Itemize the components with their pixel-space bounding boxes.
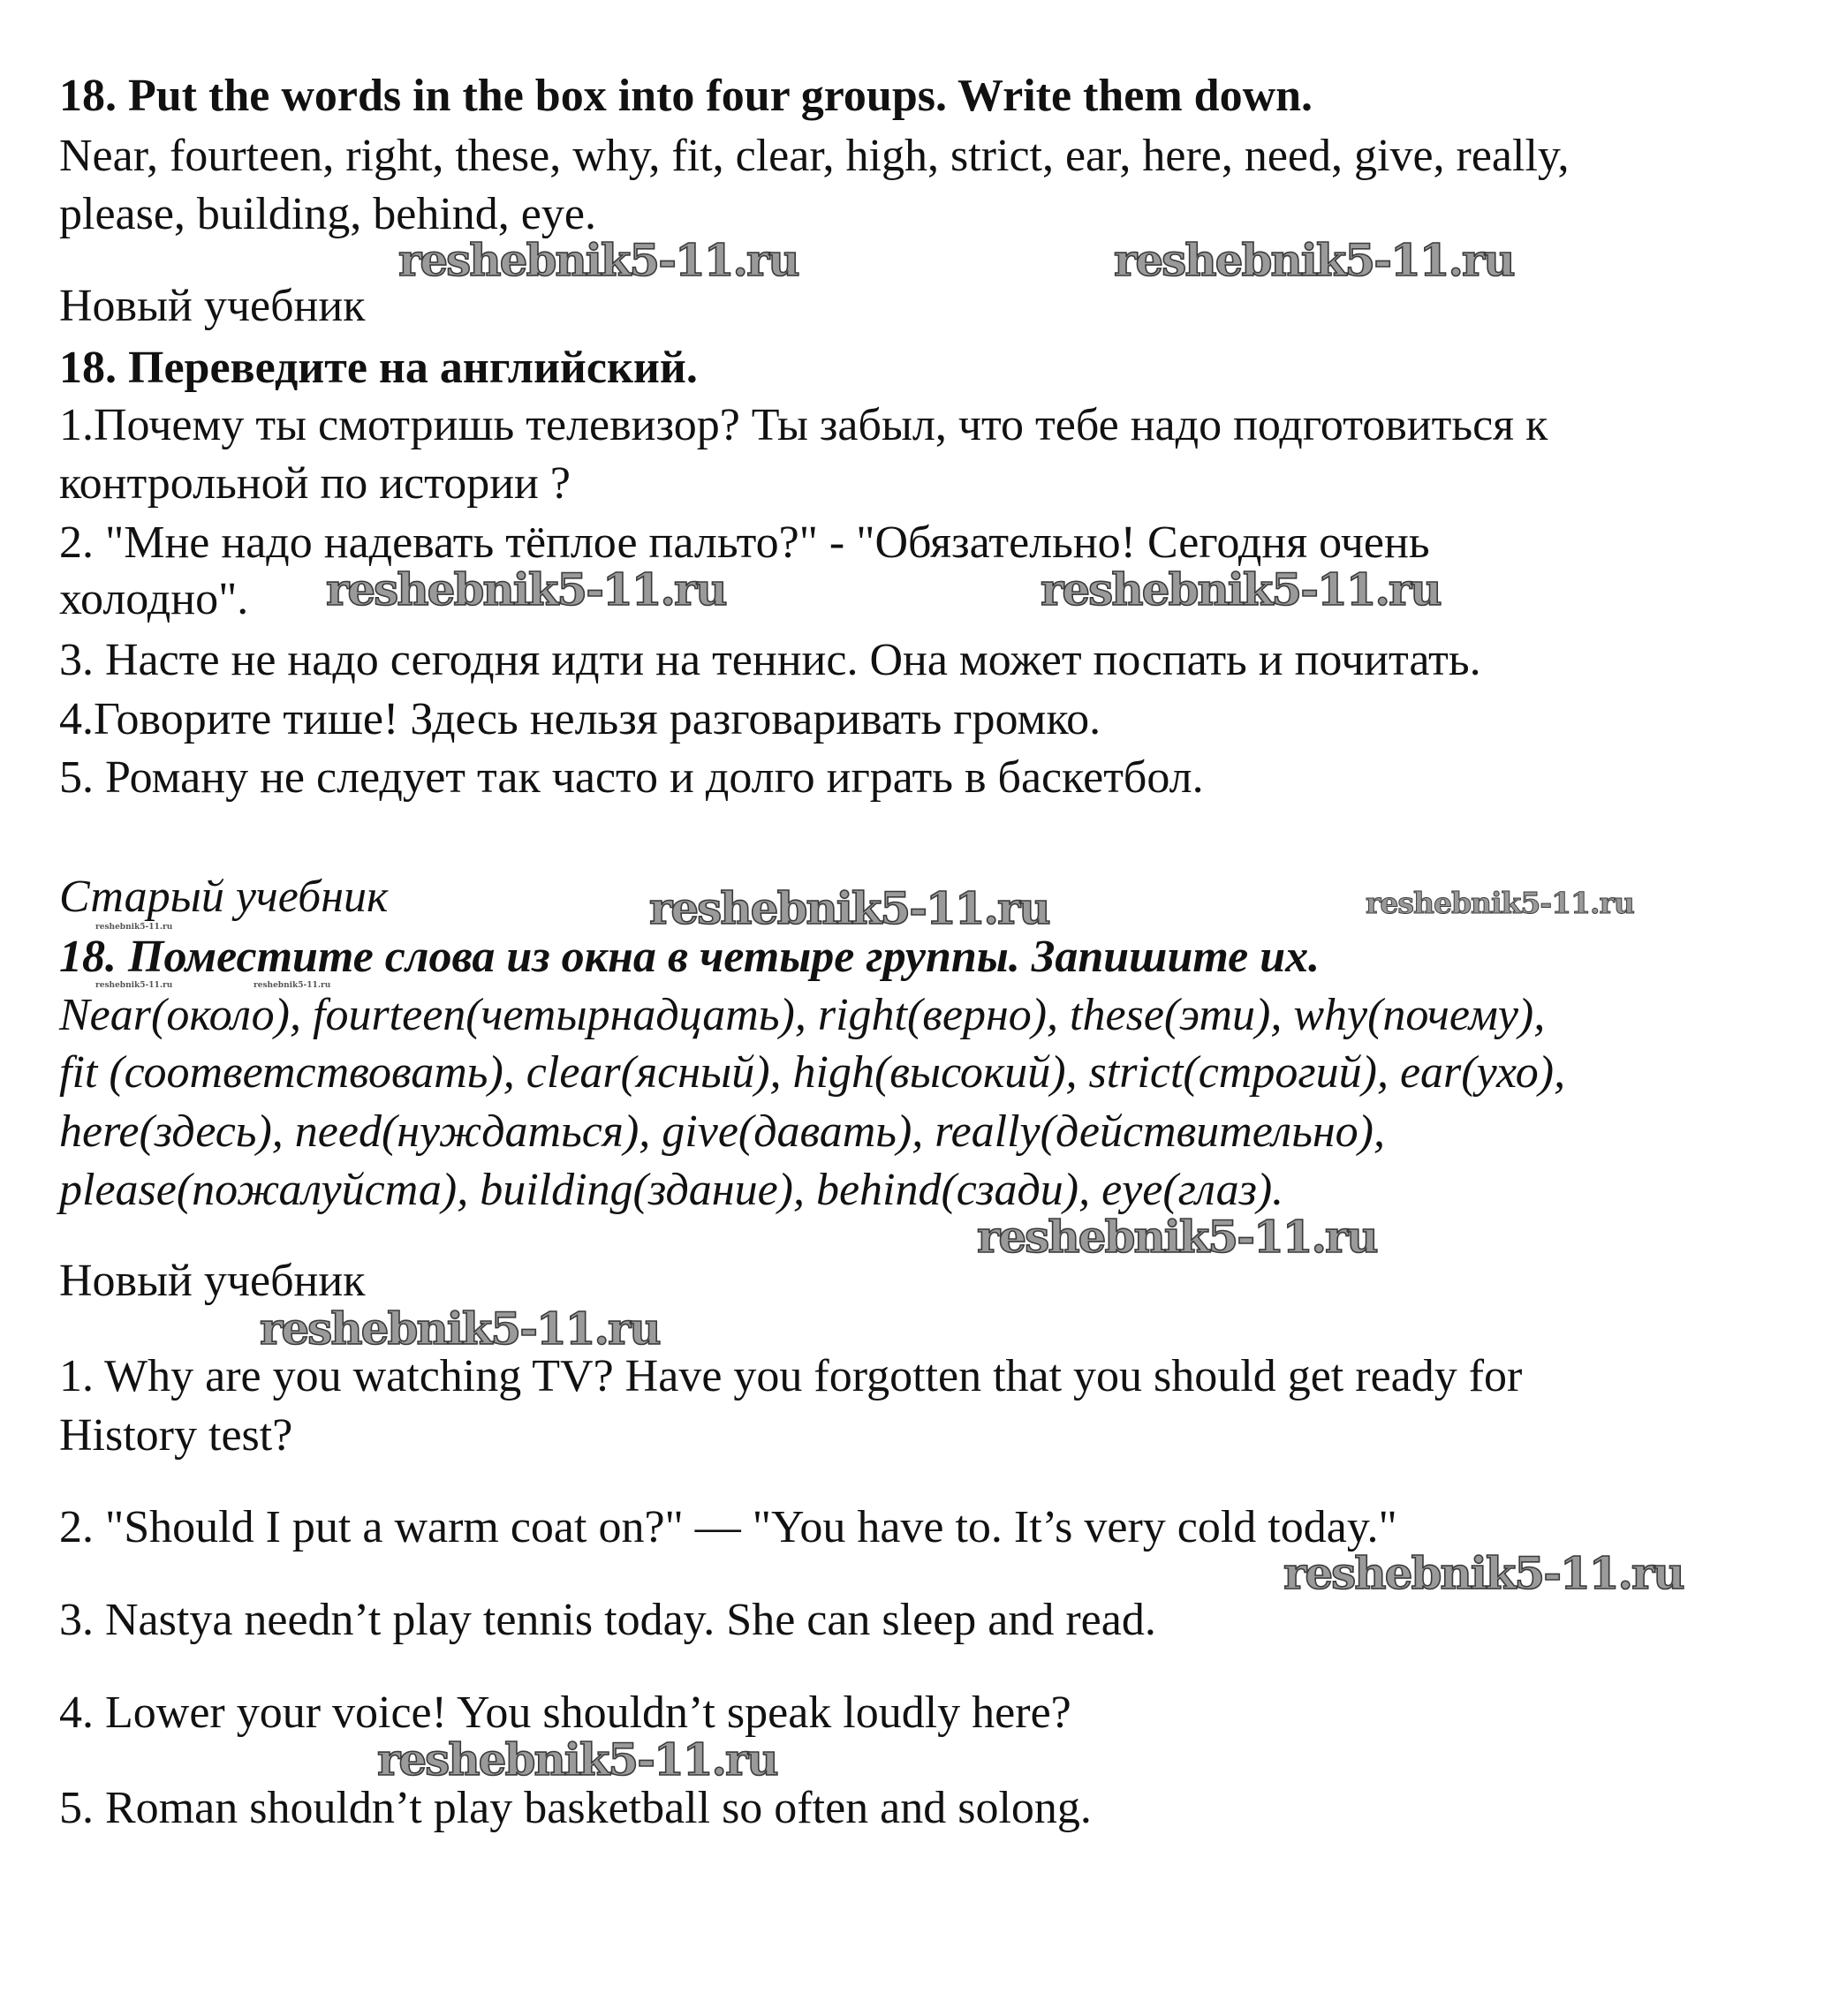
watermark: reshebnik5-11.ru [977,1211,1377,1263]
exercise-title-en: 18. Put the words in the box into four groups. Write them down. [59,71,1313,121]
answer-line: History test? [59,1410,293,1461]
watermark: reshebnik5-11.ru [254,981,331,990]
sentence-line: 1.Почему ты смотришь телевизор? Ты забыл, что тебе надо подготовиться к [59,400,1548,450]
translation-line: Near(около), fourteen(четырнадцать), right(верно), these(эти), why(почему), [59,990,1546,1040]
watermark: reshebnik5-11.ru [1283,1547,1684,1599]
sentence-line: 5. Роману не следует так часто и долго играть в баскетбол. [59,752,1204,803]
translation-line: fit (соответствовать), clear(ясный), high(высокий), strict(строгий), ear(ухо), [59,1047,1566,1098]
watermark: reshebnik5-11.ru [377,1733,777,1786]
sentence-line: контрольной по истории ? [59,458,571,509]
section-label-new-textbook: Новый учебник [59,1256,366,1306]
translation-line: please(пожалуйста), building(здание), behind(сзади), eye(глаз). [59,1165,1284,1215]
answer-line: 5. Roman shouldn’t play basketball so often and solong. [59,1783,1092,1833]
watermark: reshebnik5-11.ru [326,563,726,615]
exercise-title-ru-old: 18. Поместите слова из окна в четыре группы. Запишите их. [59,932,1321,982]
sentence-line: 3. Насте не надо сегодня идти на теннис. Она может поспать и почитать. [59,635,1481,685]
sentence-line: холодно". [59,574,249,624]
sentence-line: 4.Говорите тише! Здесь нельзя разговаривать громко. [59,694,1101,744]
section-label-new-textbook: Новый учебник [59,281,366,331]
watermark: reshebnik5-11.ru [1366,886,1634,920]
answer-line: 2. "Should I put a warm coat on?" — "You have to. It’s very cold today." [59,1502,1397,1552]
sentence-line: 2. "Мне надо надевать тёплое пальто?" - "Обязательно! Сегодня очень [59,517,1430,568]
word-list-line: Near, fourteen, right, these, why, fit, clear, high, strict, ear, here, need, give, really, [59,131,1570,181]
section-label-old-textbook: Старый учебник [59,872,389,922]
answer-line: 3. Nastya needn’t play tennis today. She can sleep and read. [59,1595,1156,1645]
watermark: reshebnik5-11.ru [1114,234,1514,286]
answer-line: 1. Why are you watching TV? Have you forgotten that you should get ready for [59,1351,1523,1401]
watermark: reshebnik5-11.ru [649,882,1049,934]
watermark: reshebnik5-11.ru [1041,563,1441,615]
watermark: reshebnik5-11.ru [398,234,798,286]
translation-line: here(здесь), need(нуждаться), give(давать), really(действительно), [59,1106,1385,1157]
word-list-line: please, building, behind, eye. [59,189,596,239]
answer-line: 4. Lower your voice! You shouldn’t speak loudly here? [59,1688,1071,1738]
watermark: reshebnik5-11.ru [95,981,173,990]
watermark: reshebnik5-11.ru [95,923,173,932]
exercise-title-ru: 18. Переведите на английский. [59,343,698,393]
watermark: reshebnik5-11.ru [260,1302,660,1355]
